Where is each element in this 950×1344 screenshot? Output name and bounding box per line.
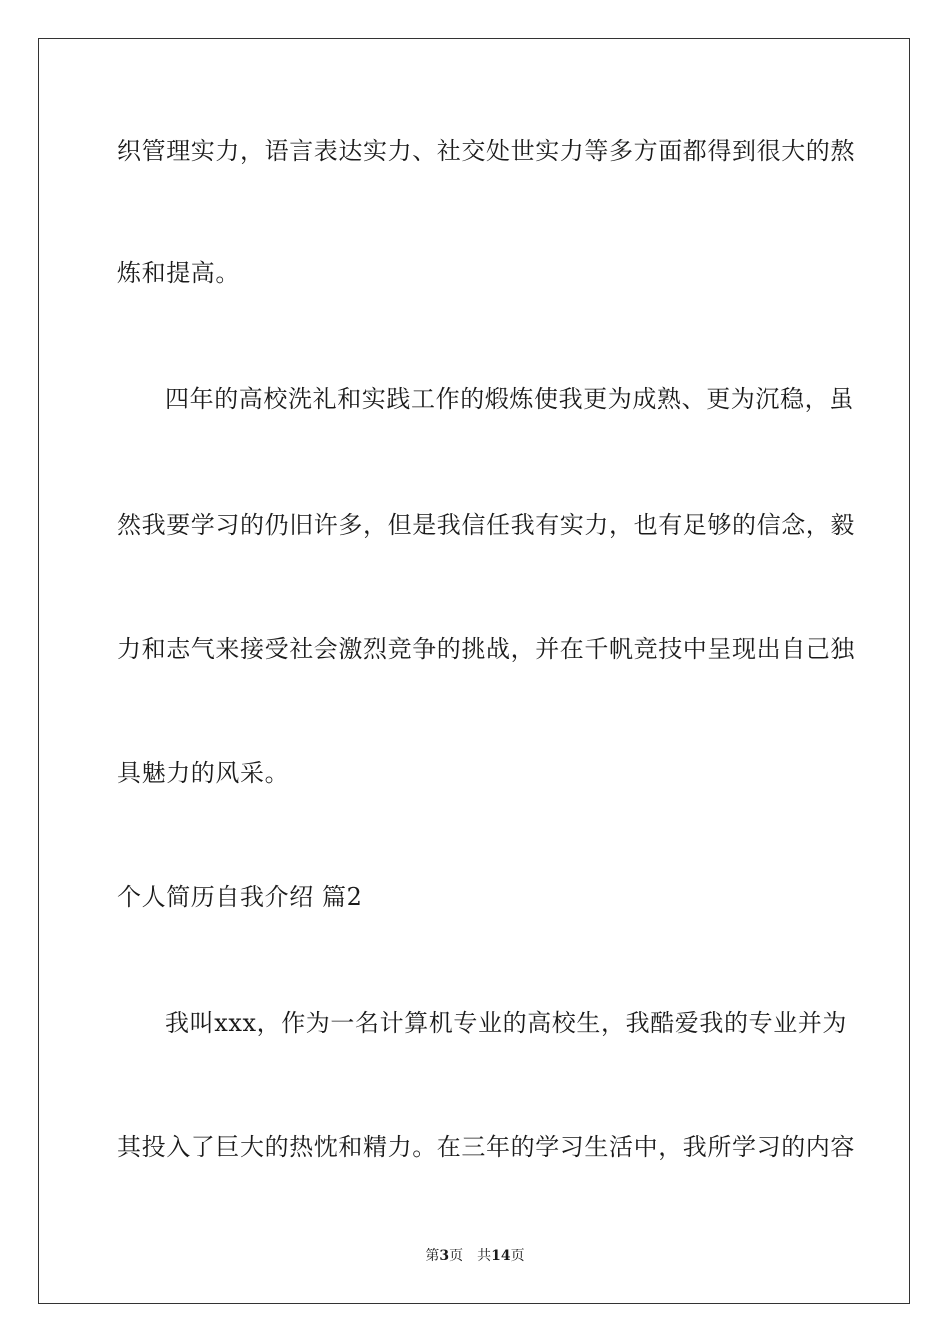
paragraph-line: 炼和提高。 xyxy=(117,259,240,287)
paragraph-line: 具魅力的风采。 xyxy=(117,759,290,787)
paragraph-line: 然我要学习的仍旧许多，但是我信任我有实力，也有足够的信念，毅 xyxy=(117,511,855,539)
paragraph-line: 力和志气来接受社会激烈竞争的挑战，并在千帆竞技中呈现出自己独 xyxy=(117,635,855,663)
paragraph-line: 我叫xxx，作为一名计算机专业的高校生，我酷爱我的专业并为 xyxy=(165,1009,848,1037)
footer-page-total: 14 xyxy=(491,1248,511,1264)
paragraph-line: 其投入了巨大的热忱和精力。在三年的学习生活中，我所学习的内容 xyxy=(117,1133,855,1161)
paragraph-line: 织管理实力，语言表达实力、社交处世实力等多方面都得到很大的熬 xyxy=(117,137,855,165)
footer-total-suffix: 页 xyxy=(510,1248,525,1264)
page-border xyxy=(38,38,910,1304)
paragraph-line: 四年的高校洗礼和实践工作的煅炼使我更为成熟、更为沉稳，虽 xyxy=(165,385,854,413)
section-heading: 个人简历自我介绍 篇2 xyxy=(117,883,363,911)
footer-page-current: 3 xyxy=(439,1248,450,1264)
footer-page-suffix: 页 xyxy=(449,1248,464,1264)
footer-total-prefix: 共 xyxy=(477,1248,492,1264)
footer-page-prefix: 第 xyxy=(425,1248,440,1264)
page-footer xyxy=(0,1247,950,1265)
